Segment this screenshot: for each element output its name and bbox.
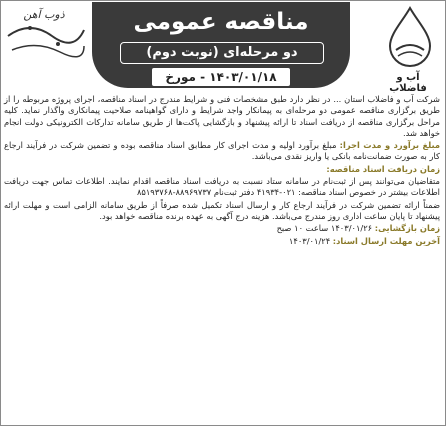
notice-title: مناقصه عمومی <box>133 9 309 35</box>
paragraph <box>4 94 440 139</box>
notice-header <box>0 0 444 92</box>
title-banner <box>92 2 350 88</box>
organization-name: ذوب آهن <box>23 8 65 21</box>
notice-body <box>4 94 440 422</box>
paragraph-text: ۱۴۰۳/۰۱/۲۴ <box>288 235 331 246</box>
paragraph-label: زمان دریافت اسناد مناقصه: <box>326 163 440 174</box>
paragraph-label: زمان بازگشایی: <box>374 223 440 234</box>
paragraph <box>4 176 440 199</box>
paragraph <box>4 223 440 234</box>
company-logo-label: آب و فاضلاب <box>389 72 427 94</box>
notice-subtitle: دو مرحله‌ای (نوبت دوم) <box>120 42 324 64</box>
organization-logo <box>0 0 88 92</box>
paragraph-text: شرکت آب و فاضلاب استان ... در نظر دارد طبق مشخصات فنی و شرایط مندرج در اسناد مناقصه، اجرای پروژه مربوطه را از طریق برگزاری مناقصه عمومی دو مرحله‌ای به پیمانکار واجد شرایط و دارای گواهینامه صلاحیت پیمانکاری واگذار نماید. کلیه مراحل برگزاری مناقصه از دریافت اسناد تا ارائه پیشنهاد و بازگشایی پاکت‌ها از طریق سامانه تدارکات الکترونیکی دولت انجام خواهد شد. <box>4 94 440 138</box>
paragraph-text: ۱۴۰۳/۰۱/۲۶ ساعت ۱۰ صبح <box>276 223 373 234</box>
paragraph <box>4 140 440 163</box>
paragraph-text: ضمناً ارائه تضمین شرکت در فرآیند ارجاع کار و ارسال اسناد تکمیل شده صرفاً از طریق سامانه الزامی است و مهلت ارائه پیشنهاد تا پایان ساعت اداری روز مندرج می‌باشد. هزینه درج آگهی به عهده برنده مناقصه خواهد بود. <box>4 199 440 221</box>
paragraph-text: متقاضیان می‌توانند پس از ثبت‌نام در سامانه ستاد نسبت به دریافت اسناد مناقصه اقدام نمایند. اطلاعات تماس جهت دریافت اطلاعات بیشتر در خصوص اسناد مناقصه: ۰۲۱-۴۱۹۳۴ دفتر ثبت‌نام ۸۸۹۶۹۷۳۷-۸۵۱۹۳۷۶۸ <box>4 176 440 198</box>
paragraph-label: مبلغ برآورد و مدت اجرا: <box>339 140 441 151</box>
paragraph <box>4 164 440 175</box>
paragraph <box>4 236 440 247</box>
paragraph-text: مبلغ برآورد اولیه و مدت اجرای کار مطابق اسناد مناقصه بوده و تضمین شرکت در فرآیند ارجاع کار به صورت ضمانت‌نامه بانکی یا واریز نقدی می‌باشد. <box>4 140 440 162</box>
paragraph-label: آخرین مهلت ارسال اسناد: <box>332 235 440 246</box>
water-drop-logo-icon <box>360 0 444 72</box>
paragraph <box>4 200 440 223</box>
notice-number: ۱۴۰۳/۰۱/۱۸ - مورخ <box>152 68 290 86</box>
